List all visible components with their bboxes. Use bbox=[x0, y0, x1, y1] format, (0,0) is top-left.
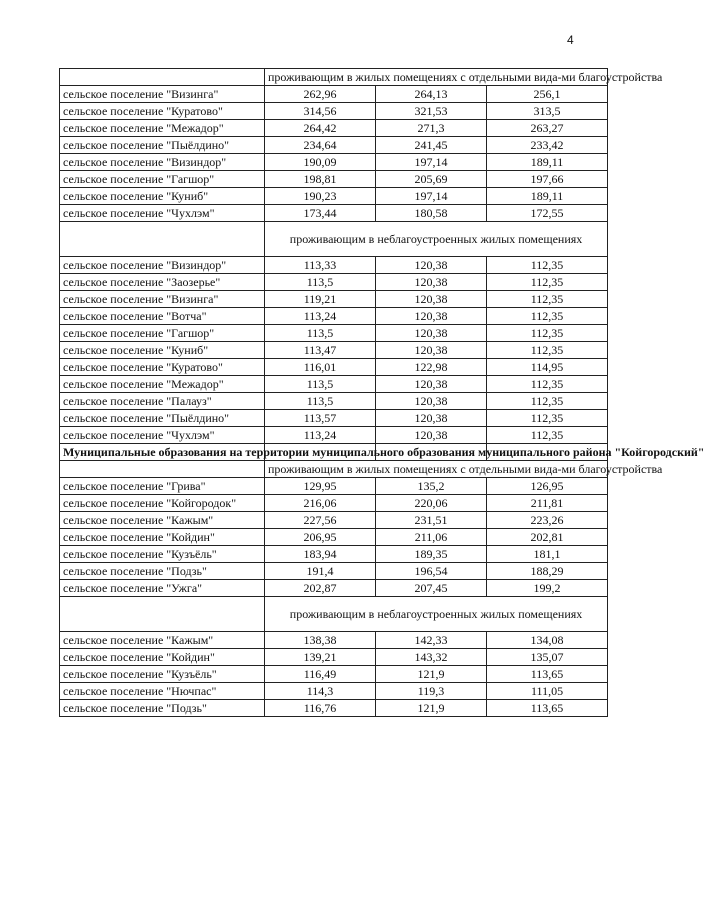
settlement-name: сельское поселение "Визиндор" bbox=[60, 257, 265, 274]
table-row bbox=[60, 376, 608, 393]
tariff-value-3: 197,66 bbox=[487, 171, 608, 188]
tariff-value-3: 223,26 bbox=[487, 512, 608, 529]
table-row bbox=[60, 291, 608, 308]
tariff-value-3: 189,11 bbox=[487, 188, 608, 205]
tariff-value-1: 138,38 bbox=[265, 632, 376, 649]
empty-cell bbox=[60, 461, 265, 478]
settlement-name: сельское поселение "Чухлэм" bbox=[60, 205, 265, 222]
tariff-value-3: 112,35 bbox=[487, 342, 608, 359]
tariff-value-2: 122,98 bbox=[376, 359, 487, 376]
settlement-name: сельское поселение "Заозерье" bbox=[60, 274, 265, 291]
page-number: 4 bbox=[567, 33, 574, 47]
tariff-value-1: 216,06 bbox=[265, 495, 376, 512]
table-row bbox=[60, 410, 608, 427]
tariff-value-3: 199,2 bbox=[487, 580, 608, 597]
settlement-name: сельское поселение "Куратово" bbox=[60, 103, 265, 120]
tariff-value-1: 113,5 bbox=[265, 393, 376, 410]
table-row bbox=[60, 700, 608, 717]
tariff-value-1: 191,4 bbox=[265, 563, 376, 580]
tariff-value-3: 188,29 bbox=[487, 563, 608, 580]
tariff-value-2: 120,38 bbox=[376, 342, 487, 359]
tariff-value-2: 120,38 bbox=[376, 376, 487, 393]
tariff-value-1: 113,5 bbox=[265, 376, 376, 393]
table-row bbox=[60, 495, 608, 512]
tariff-value-3: 113,65 bbox=[487, 700, 608, 717]
tariff-value-1: 113,24 bbox=[265, 308, 376, 325]
tariff-value-2: 142,33 bbox=[376, 632, 487, 649]
table-row bbox=[60, 683, 608, 700]
tariff-value-3: 126,95 bbox=[487, 478, 608, 495]
table-row bbox=[60, 649, 608, 666]
municipality-header-row bbox=[60, 444, 608, 461]
empty-cell bbox=[60, 597, 265, 632]
tariff-value-3: 134,08 bbox=[487, 632, 608, 649]
tariff-value-2: 211,06 bbox=[376, 529, 487, 546]
table-row bbox=[60, 103, 608, 120]
table-row bbox=[60, 393, 608, 410]
settlement-name: сельское поселение "Койдин" bbox=[60, 649, 265, 666]
settlement-name: сельское поселение "Кузъёль" bbox=[60, 666, 265, 683]
settlement-name: сельское поселение "Визиндор" bbox=[60, 154, 265, 171]
section-subheader: проживающим в жилых помещениях с отдельными вида-ми благоустройства bbox=[265, 69, 608, 86]
settlement-name: сельское поселение "Куниб" bbox=[60, 188, 265, 205]
settlement-name: сельское поселение "Подзь" bbox=[60, 563, 265, 580]
tariff-value-1: 129,95 bbox=[265, 478, 376, 495]
table-row bbox=[60, 342, 608, 359]
tariff-value-3: 112,35 bbox=[487, 427, 608, 444]
section-subheader: проживающим в неблагоустроенных жилых помещениях bbox=[265, 597, 608, 632]
tariff-value-1: 113,24 bbox=[265, 427, 376, 444]
settlement-name: сельское поселение "Визинга" bbox=[60, 291, 265, 308]
tariff-value-2: 120,38 bbox=[376, 308, 487, 325]
tariff-value-1: 264,42 bbox=[265, 120, 376, 137]
tariff-value-1: 116,01 bbox=[265, 359, 376, 376]
table-row bbox=[60, 137, 608, 154]
table-row bbox=[60, 188, 608, 205]
tariff-value-2: 220,06 bbox=[376, 495, 487, 512]
tariff-value-1: 116,49 bbox=[265, 666, 376, 683]
tariff-value-2: 241,45 bbox=[376, 137, 487, 154]
tariff-value-2: 143,32 bbox=[376, 649, 487, 666]
settlement-name: сельское поселение "Палауз" bbox=[60, 393, 265, 410]
table-row bbox=[60, 274, 608, 291]
tariff-value-2: 205,69 bbox=[376, 171, 487, 188]
tariff-value-3: 111,05 bbox=[487, 683, 608, 700]
tariff-value-2: 271,3 bbox=[376, 120, 487, 137]
section-header-row bbox=[60, 597, 608, 632]
settlement-name: сельское поселение "Грива" bbox=[60, 478, 265, 495]
table-row bbox=[60, 325, 608, 342]
tariff-value-2: 321,53 bbox=[376, 103, 487, 120]
tariff-value-1: 198,81 bbox=[265, 171, 376, 188]
tariff-value-2: 189,35 bbox=[376, 546, 487, 563]
tariff-value-2: 207,45 bbox=[376, 580, 487, 597]
table-row bbox=[60, 120, 608, 137]
settlement-name: сельское поселение "Кажым" bbox=[60, 632, 265, 649]
settlement-name: сельское поселение "Пыёлдино" bbox=[60, 410, 265, 427]
tariff-value-2: 180,58 bbox=[376, 205, 487, 222]
settlement-name: сельское поселение "Межадор" bbox=[60, 120, 265, 137]
tariff-value-2: 119,3 bbox=[376, 683, 487, 700]
settlement-name: сельское поселение "Гагшор" bbox=[60, 325, 265, 342]
settlement-name: сельское поселение "Куратово" bbox=[60, 359, 265, 376]
tariff-value-3: 263,27 bbox=[487, 120, 608, 137]
tariff-value-2: 196,54 bbox=[376, 563, 487, 580]
tariff-value-3: 135,07 bbox=[487, 649, 608, 666]
settlement-name: сельское поселение "Подзь" bbox=[60, 700, 265, 717]
municipality-title: Муниципальные образования на территории муниципального образования муниципального района "Койгородский" bbox=[60, 444, 265, 461]
tariff-value-1: 314,56 bbox=[265, 103, 376, 120]
settlement-name: сельское поселение "Койгородок" bbox=[60, 495, 265, 512]
tariff-value-1: 202,87 bbox=[265, 580, 376, 597]
section-header-row bbox=[60, 222, 608, 257]
table-row bbox=[60, 478, 608, 495]
tariff-value-2: 120,38 bbox=[376, 257, 487, 274]
tariff-value-2: 121,9 bbox=[376, 700, 487, 717]
tariff-value-1: 113,33 bbox=[265, 257, 376, 274]
tariff-value-3: 172,55 bbox=[487, 205, 608, 222]
tariff-value-3: 112,35 bbox=[487, 376, 608, 393]
tariff-value-1: 113,57 bbox=[265, 410, 376, 427]
tariff-value-1: 262,96 bbox=[265, 86, 376, 103]
table-row bbox=[60, 427, 608, 444]
tariff-value-3: 313,5 bbox=[487, 103, 608, 120]
settlement-name: сельское поселение "Межадор" bbox=[60, 376, 265, 393]
tariff-value-3: 112,35 bbox=[487, 393, 608, 410]
tariff-value-3: 113,65 bbox=[487, 666, 608, 683]
tariff-value-1: 206,95 bbox=[265, 529, 376, 546]
table-row bbox=[60, 580, 608, 597]
tariff-value-1: 139,21 bbox=[265, 649, 376, 666]
tariff-value-2: 120,38 bbox=[376, 427, 487, 444]
tariff-value-2: 135,2 bbox=[376, 478, 487, 495]
tariff-value-3: 256,1 bbox=[487, 86, 608, 103]
tariff-table-body bbox=[60, 69, 704, 717]
table-row bbox=[60, 308, 608, 325]
tariff-value-1: 183,94 bbox=[265, 546, 376, 563]
tariff-value-2: 120,38 bbox=[376, 291, 487, 308]
tariff-value-3: 181,1 bbox=[487, 546, 608, 563]
settlement-name: сельское поселение "Ужга" bbox=[60, 580, 265, 597]
tariff-value-3: 112,35 bbox=[487, 274, 608, 291]
settlement-name: сельское поселение "Койдин" bbox=[60, 529, 265, 546]
empty-cell bbox=[60, 222, 265, 257]
tariff-value-1: 227,56 bbox=[265, 512, 376, 529]
tariff-value-1: 190,09 bbox=[265, 154, 376, 171]
tariff-value-2: 120,38 bbox=[376, 274, 487, 291]
section-subheader: проживающим в неблагоустроенных жилых помещениях bbox=[265, 222, 608, 257]
settlement-name: сельское поселение "Чухлэм" bbox=[60, 427, 265, 444]
table-row bbox=[60, 632, 608, 649]
tariff-value-3: 112,35 bbox=[487, 257, 608, 274]
settlement-name: сельское поселение "Куниб" bbox=[60, 342, 265, 359]
tariff-value-1: 113,5 bbox=[265, 325, 376, 342]
settlement-name: сельское поселение "Гагшор" bbox=[60, 171, 265, 188]
tariff-value-2: 120,38 bbox=[376, 410, 487, 427]
table-row bbox=[60, 86, 608, 103]
tariff-value-3: 189,11 bbox=[487, 154, 608, 171]
table-row bbox=[60, 171, 608, 188]
tariff-value-1: 119,21 bbox=[265, 291, 376, 308]
tariff-value-2: 197,14 bbox=[376, 154, 487, 171]
tariff-value-3: 202,81 bbox=[487, 529, 608, 546]
tariff-value-3: 114,95 bbox=[487, 359, 608, 376]
settlement-name: сельское поселение "Пыёлдино" bbox=[60, 137, 265, 154]
settlement-name: сельское поселение "Кажым" bbox=[60, 512, 265, 529]
table-row bbox=[60, 529, 608, 546]
tariff-value-1: 173,44 bbox=[265, 205, 376, 222]
section-header-row bbox=[60, 461, 608, 478]
tariff-value-1: 234,64 bbox=[265, 137, 376, 154]
settlement-name: сельское поселение "Нючпас" bbox=[60, 683, 265, 700]
tariff-value-3: 211,81 bbox=[487, 495, 608, 512]
tariff-value-1: 114,3 bbox=[265, 683, 376, 700]
tariff-value-1: 190,23 bbox=[265, 188, 376, 205]
tariff-value-2: 121,9 bbox=[376, 666, 487, 683]
settlement-name: сельское поселение "Визинга" bbox=[60, 86, 265, 103]
table-row bbox=[60, 154, 608, 171]
section-subheader: проживающим в жилых помещениях с отдельными вида-ми благоустройства bbox=[265, 461, 608, 478]
settlement-name: сельское поселение "Кузъёль" bbox=[60, 546, 265, 563]
table-row bbox=[60, 257, 608, 274]
tariff-value-2: 264,13 bbox=[376, 86, 487, 103]
tariff-value-2: 120,38 bbox=[376, 393, 487, 410]
table-row bbox=[60, 359, 608, 376]
empty-cell bbox=[60, 69, 265, 86]
table-row bbox=[60, 205, 608, 222]
settlement-name: сельское поселение "Вотча" bbox=[60, 308, 265, 325]
tariff-value-1: 113,5 bbox=[265, 274, 376, 291]
tariff-value-3: 112,35 bbox=[487, 325, 608, 342]
tariff-value-1: 113,47 bbox=[265, 342, 376, 359]
tariff-value-3: 112,35 bbox=[487, 410, 608, 427]
section-header-row bbox=[60, 69, 608, 86]
tariff-value-1: 116,76 bbox=[265, 700, 376, 717]
tariff-value-2: 120,38 bbox=[376, 325, 487, 342]
table-row bbox=[60, 563, 608, 580]
tariff-value-2: 197,14 bbox=[376, 188, 487, 205]
table-row bbox=[60, 512, 608, 529]
tariff-value-3: 112,35 bbox=[487, 291, 608, 308]
tariff-table bbox=[59, 68, 704, 717]
table-row bbox=[60, 666, 608, 683]
tariff-value-2: 231,51 bbox=[376, 512, 487, 529]
table-row bbox=[60, 546, 608, 563]
tariff-value-3: 233,42 bbox=[487, 137, 608, 154]
tariff-value-3: 112,35 bbox=[487, 308, 608, 325]
